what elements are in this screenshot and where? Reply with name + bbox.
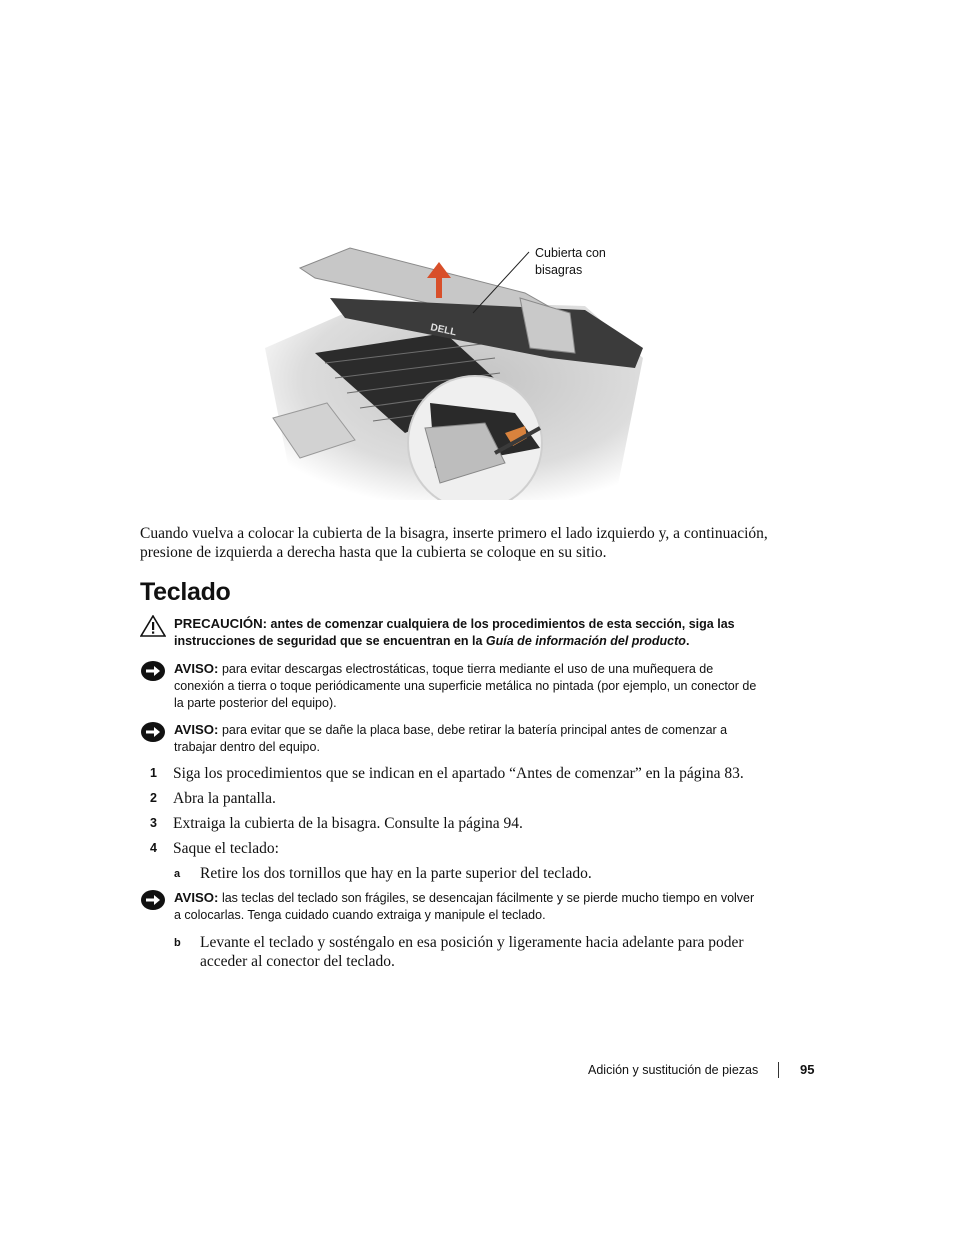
caution-end: . — [685, 634, 690, 648]
step-number: 4 — [150, 841, 157, 855]
notice-arrow-icon — [140, 889, 166, 911]
caution-body: antes de comenzar cualquiera de los procedimientos de esta sección, siga las instrucciones de seguridad que se encuentran en la — [174, 617, 735, 648]
step-number: 1 — [150, 766, 157, 780]
caution-triangle-icon — [140, 615, 166, 637]
page-number: 95 — [800, 1062, 815, 1077]
notice-esd — [140, 660, 780, 715]
intro-paragraph: Cuando vuelva a colocar la cubierta de la bisagra, inserte primero el lado izquierdo y, a continuación, presione de izquierda a derecha hasta que la cubierta se coloque en su sitio. — [140, 525, 768, 561]
caution-label: PRECAUCIÓN: — [174, 616, 268, 631]
step-number: 2 — [150, 791, 157, 805]
footer-separator — [778, 1062, 779, 1078]
section-title: Teclado — [140, 578, 231, 606]
substep-item — [174, 864, 774, 884]
dell-logo: DELL — [429, 322, 458, 339]
notice-text: para evitar descargas electrostáticas, toque tierra mediante el uso de una muñequera de conexión a tierra o toque periódicamente una superficie metálica no pintada (por ejemplo, un conector de la parte posterior del equipo). — [174, 662, 757, 710]
substep-text: Levante el teclado y sosténgalo en esa posición y ligeramente hacia adelante para poder acceder al conector del teclado. — [200, 934, 744, 970]
step-text: Extraiga la cubierta de la bisagra. Consulte la página 94. — [173, 815, 523, 832]
notice-arrow-icon — [140, 721, 166, 743]
notice-arrow-icon — [140, 660, 166, 682]
notice-battery — [140, 721, 780, 759]
caution-notice — [140, 615, 780, 655]
step-text: Siga los procedimientos que se indican en el apartado “Antes de comenzar” en la página 83. — [173, 765, 744, 782]
magnified-detail-inset — [408, 376, 542, 500]
caution-text — [174, 615, 764, 650]
substep-item — [174, 933, 774, 973]
notice-label: AVISO: — [174, 722, 219, 737]
notice-text: para evitar que se dañe la placa base, debe retirar la batería principal antes de comenzar a trabajar dentro del equipo. — [174, 723, 728, 754]
product-guide-title: Guía de información del producto — [485, 634, 686, 648]
notice-label: AVISO: — [174, 890, 219, 905]
notice-keys — [140, 889, 780, 927]
callout-label: Cubierta con bisagras — [535, 246, 606, 277]
substep-text: Retire los dos tornillos que hay en la parte superior del teclado. — [200, 865, 592, 882]
notice-text: las teclas del teclado son frágiles, se desencajan fácilmente y se pierde mucho tiempo en volver a colocarlas. Tenga cuidado cuando extraiga y manipule el teclado. — [174, 891, 755, 922]
substep-letter: a — [174, 868, 181, 880]
step-text: Abra la pantalla. — [173, 790, 276, 807]
substep-letter: b — [174, 937, 181, 949]
step-number: 3 — [150, 816, 157, 830]
footer-section-title: Adición y sustitución de piezas — [588, 1063, 759, 1077]
notice-label: AVISO: — [174, 661, 219, 676]
step-text: Saque el teclado: — [173, 840, 279, 857]
